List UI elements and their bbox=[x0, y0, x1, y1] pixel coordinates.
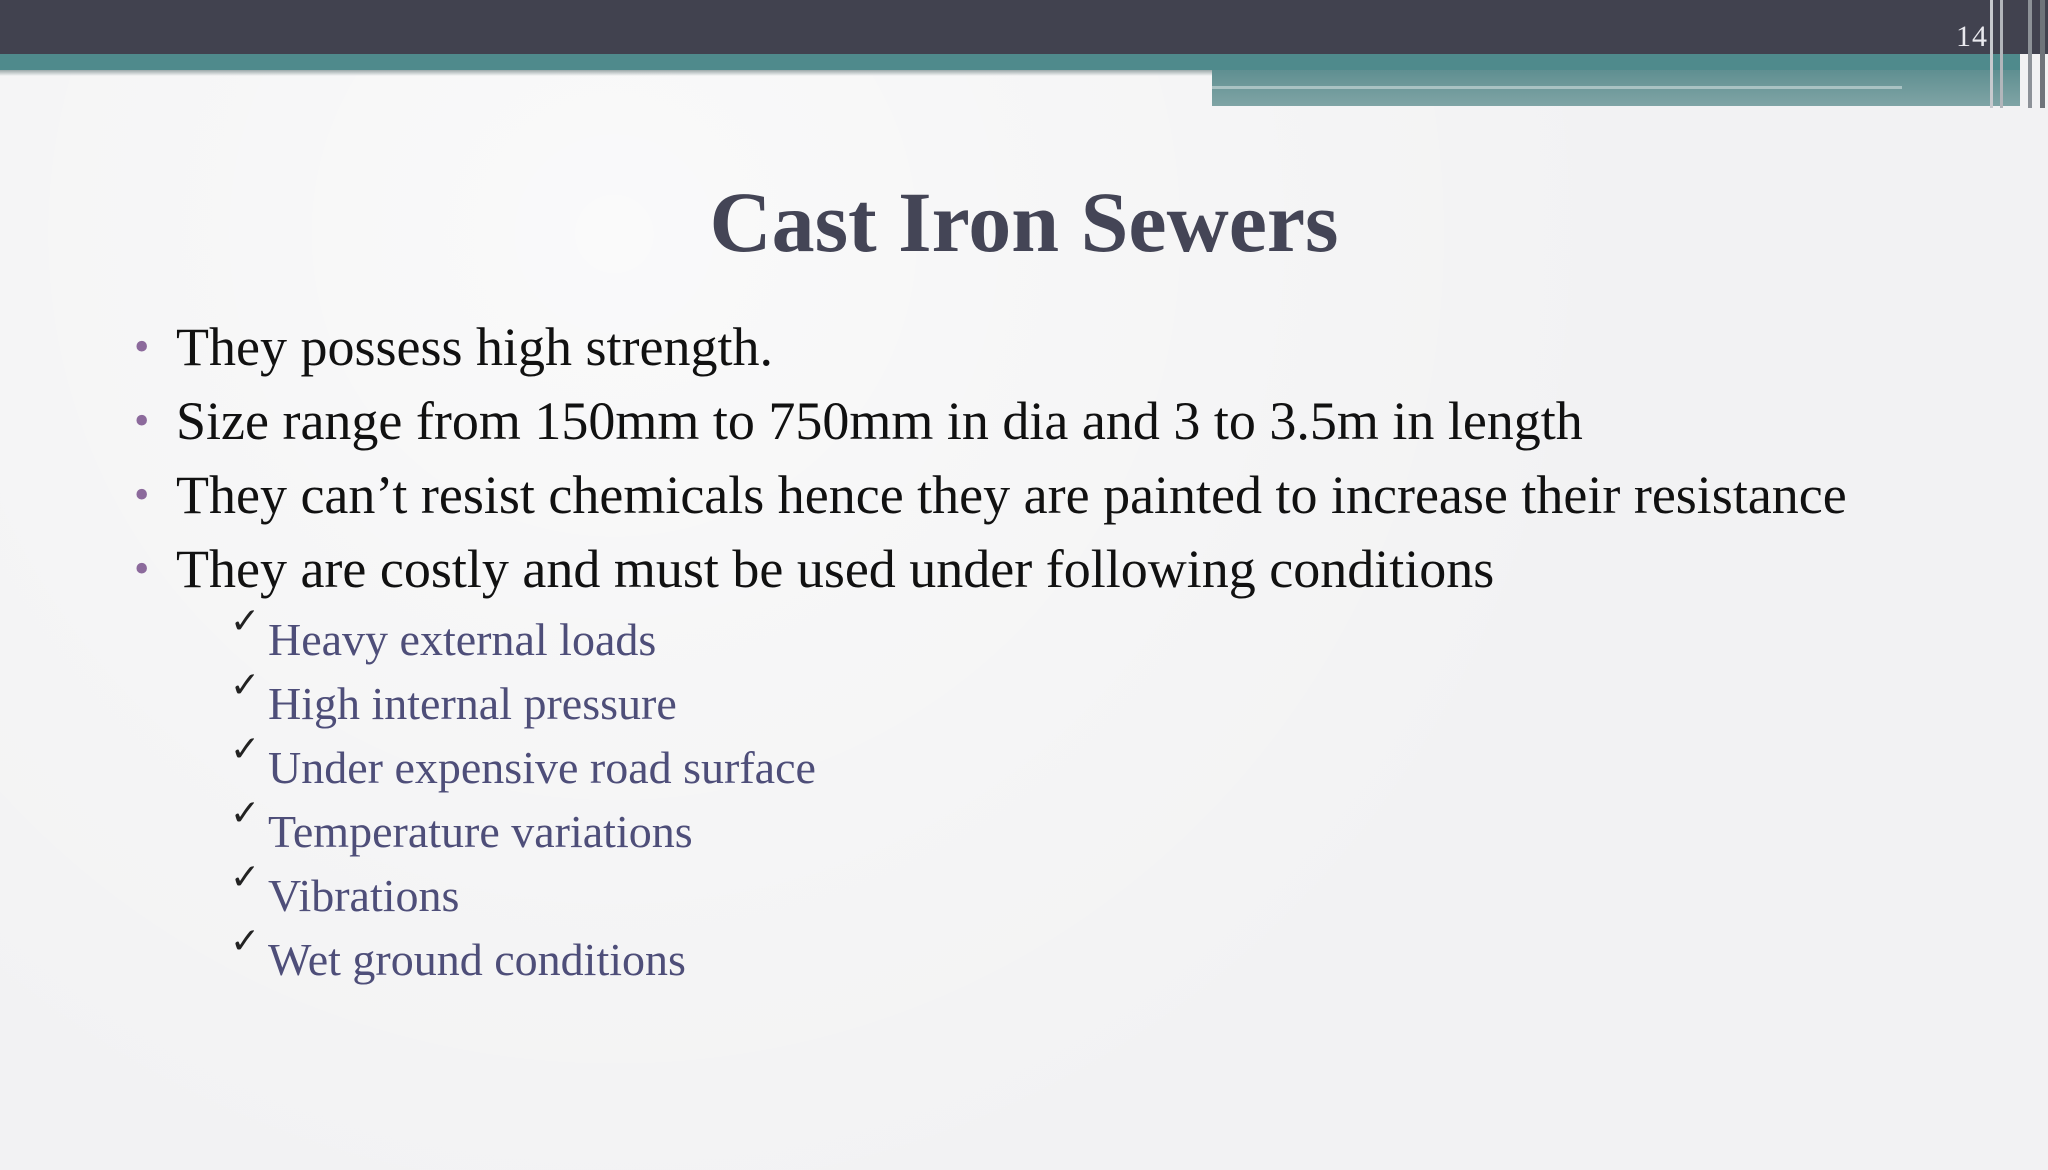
condition-item bbox=[230, 729, 1934, 800]
bullet-dot-icon: • bbox=[134, 322, 150, 371]
condition-text: Wet ground conditions bbox=[268, 934, 686, 985]
checkmark-icon: ✓ bbox=[230, 793, 261, 834]
checkmark-icon: ✓ bbox=[230, 601, 261, 642]
condition-text: Vibrations bbox=[268, 870, 460, 921]
condition-item bbox=[230, 665, 1934, 736]
decorative-rule bbox=[2040, 0, 2045, 108]
condition-text: Heavy external loads bbox=[268, 614, 657, 665]
condition-item bbox=[230, 793, 1934, 864]
condition-item bbox=[230, 921, 1934, 992]
decorative-rule bbox=[2028, 0, 2032, 108]
checkmark-icon: ✓ bbox=[230, 921, 261, 962]
condition-text: High internal pressure bbox=[268, 678, 677, 729]
checkmark-icon: ✓ bbox=[230, 729, 261, 770]
bullet-dot-icon: • bbox=[134, 396, 150, 445]
bullet-text: They can’t resist chemicals hence they are painted to increase their resistance bbox=[176, 465, 1847, 525]
checkmark-icon: ✓ bbox=[230, 665, 261, 706]
bullet-dot-icon: • bbox=[134, 470, 150, 519]
bullet-text: They are costly and must be used under following conditions bbox=[176, 539, 1495, 599]
condition-item bbox=[230, 857, 1934, 928]
bullet-dot-icon: • bbox=[134, 544, 150, 593]
decorative-rule bbox=[1990, 0, 1993, 108]
bullet-text: Size range from 150mm to 750mm in dia and 3 to 3.5m in length bbox=[176, 391, 1583, 451]
condition-text: Temperature variations bbox=[268, 806, 693, 857]
bullet-item bbox=[134, 534, 1934, 604]
bullet-text: They possess high strength. bbox=[176, 317, 773, 377]
bullet-item bbox=[134, 312, 1934, 382]
bullet-list bbox=[134, 312, 1934, 992]
top-accent-bar bbox=[0, 54, 2020, 70]
slide-title: Cast Iron Sewers bbox=[709, 174, 1339, 270]
top-header-bar bbox=[0, 0, 2048, 54]
checkmark-icon: ✓ bbox=[230, 857, 261, 898]
condition-text: Under expensive road surface bbox=[268, 742, 816, 793]
bullet-item bbox=[134, 460, 1934, 530]
bullet-item bbox=[134, 386, 1934, 456]
accent-shadow bbox=[0, 70, 1212, 76]
accent-line bbox=[1212, 86, 1902, 89]
page-number: 14 bbox=[1956, 20, 1988, 53]
decorative-rule bbox=[2000, 0, 2003, 108]
conditions-list bbox=[230, 601, 1934, 992]
condition-item bbox=[230, 601, 1934, 672]
